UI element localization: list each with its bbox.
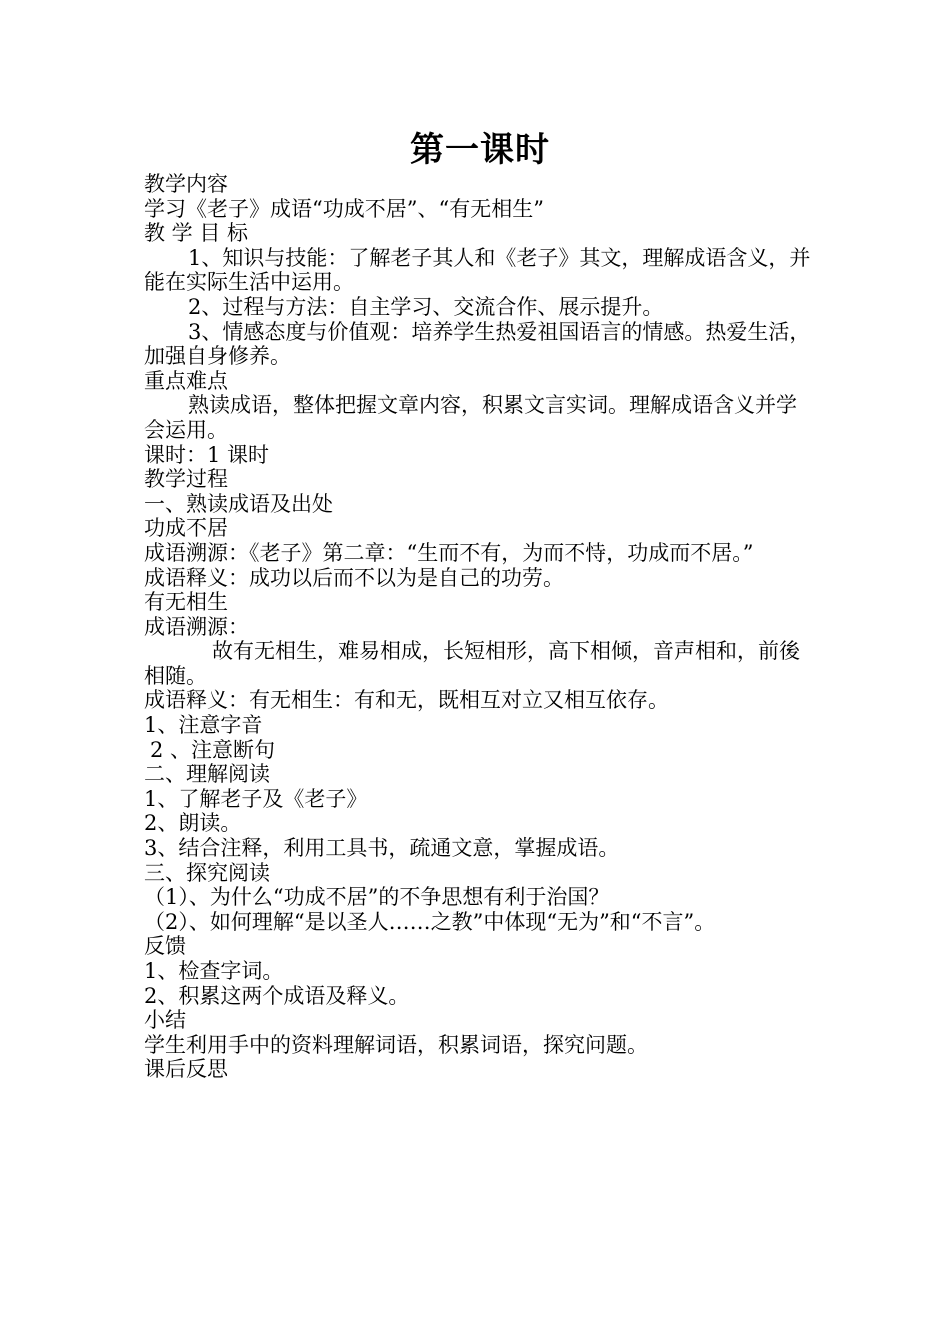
heading-feedback: 反馈 — [144, 934, 186, 959]
section-one-heading: 一、熟读成语及出处 — [144, 491, 333, 516]
key-points-text: 熟读成语，整体把握文章内容，积累文言实词。理解成语含义并学会运用。 — [144, 393, 797, 442]
reading-step-3: 3、结合注释，利用工具书，疏通文意，掌握成语。 — [144, 836, 620, 861]
content-text: 学习《老子》成语“功成不居”、“有无相生” — [144, 196, 544, 221]
document-page — [144, 128, 816, 1082]
idiom-2-source-label: 成语溯源： — [144, 614, 249, 639]
idiom-2-title: 有无相生 — [144, 590, 228, 615]
step-punctuation: 2 、注意断句 — [150, 737, 276, 762]
inquiry-question-1: （1）、为什么“功成不居”的不争思想有利于治国？ — [144, 885, 610, 910]
idiom-1-title: 功成不居 — [144, 516, 228, 541]
heading-teaching-content: 教学内容 — [144, 172, 228, 196]
heading-teaching-goals: 教 学 目 标 — [144, 221, 249, 246]
goal-knowledge: 1、知识与技能：了解老子其人和《老子》其文，理解成语含义，并能在实际生活中运用。 — [144, 245, 811, 295]
lesson-hours: 课时：1 课时 — [144, 442, 270, 467]
section-two-heading: 二、理解阅读 — [144, 762, 270, 787]
feedback-item-2: 2、积累这两个成语及释义。 — [144, 983, 410, 1008]
idiom-1-source: 成语溯源：《老子》第二章：“生而不有，为而不恃，功成而不居。” — [144, 540, 754, 565]
step-pronunciation: 1、注意字音 — [144, 713, 263, 738]
summary-text: 学生利用手中的资料理解词语，积累词语，探究问题。 — [144, 1032, 648, 1057]
feedback-item-1: 1、检查字词。 — [144, 959, 284, 983]
heading-teaching-process: 教学过程 — [144, 467, 228, 492]
goal-emotion: 3、情感态度与价值观：培养学生热爱祖国语言的情感。热爱生活，加强自身修养。 — [144, 319, 811, 369]
idiom-1-meaning: 成语释义：成功以后而不以为是自己的功劳。 — [144, 565, 564, 590]
heading-key-points: 重点难点 — [144, 368, 228, 393]
idiom-2-meaning: 成语释义：有无相生：有和无，既相互对立又相互依存。 — [144, 688, 669, 713]
reading-step-2: 2、朗读。 — [144, 811, 242, 836]
section-three-heading: 三、探究阅读 — [144, 860, 270, 885]
heading-reflection: 课后反思 — [144, 1057, 228, 1082]
page-title: 第一课时 — [410, 130, 550, 170]
heading-summary: 小结 — [144, 1008, 186, 1033]
goal-process: 2、过程与方法：自主学习、交流合作、展示提升。 — [188, 294, 664, 319]
inquiry-question-2: （2）、如何理解“是以圣人……之教”中体现“无为”和“不言”。 — [144, 909, 716, 934]
idiom-2-source-quote: 故有无相生，难易相成，长短相形，高下相倾，音声相和，前後相随。 — [144, 639, 800, 688]
reading-step-1: 1、了解老子及《老子》 — [144, 786, 368, 811]
